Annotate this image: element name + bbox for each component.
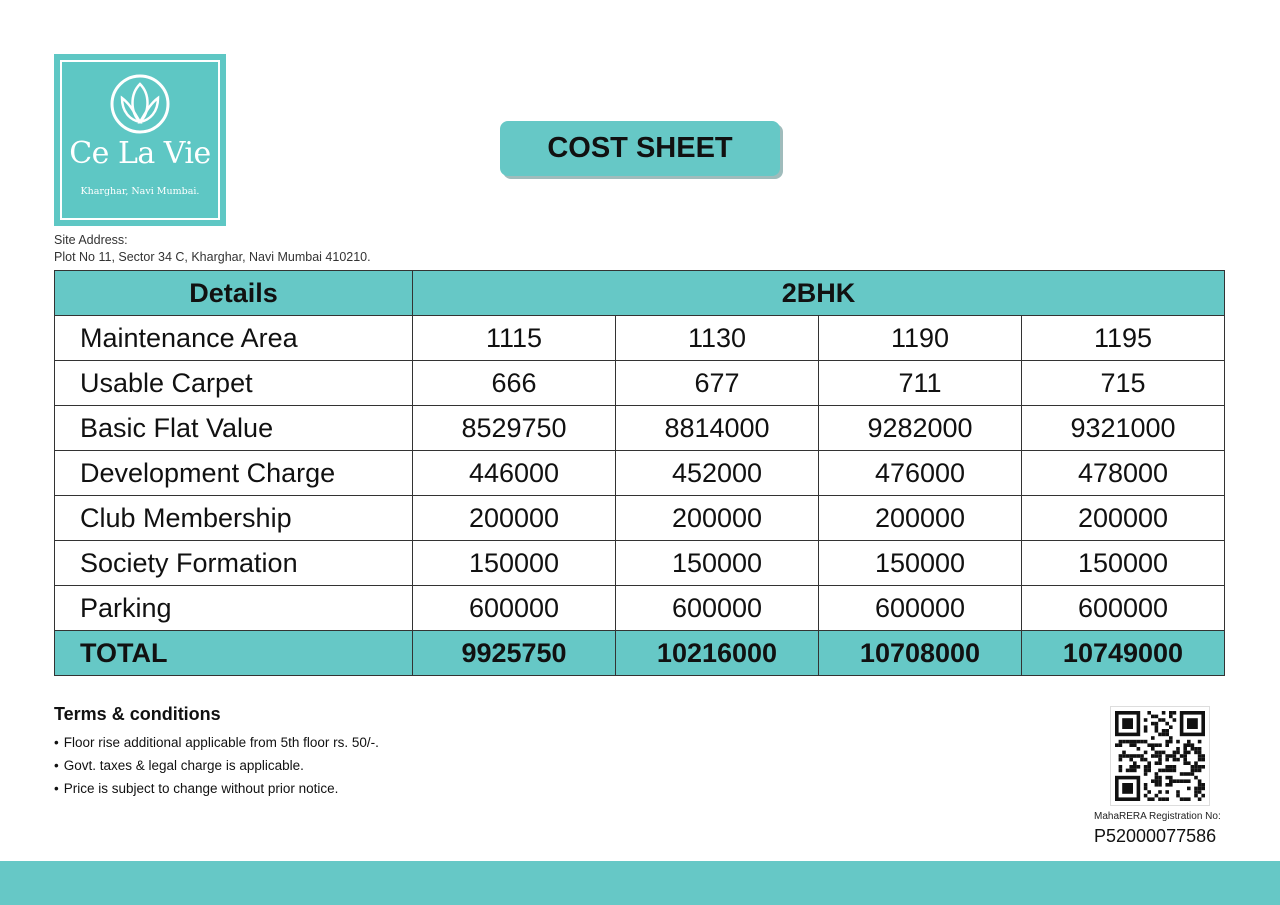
cell-value: 150000 <box>1022 541 1225 586</box>
total-value: 9925750 <box>413 631 616 676</box>
rera-label: MahaRERA Registration No: <box>1094 811 1221 822</box>
cell-value: 1190 <box>819 316 1022 361</box>
cell-value: 715 <box>1022 361 1225 406</box>
site-address-label: Site Address: <box>54 233 128 247</box>
cost-table <box>54 270 1225 676</box>
cell-value: 9321000 <box>1022 406 1225 451</box>
table-row <box>55 496 1225 541</box>
cell-value: 600000 <box>819 586 1022 631</box>
cell-value: 200000 <box>616 496 819 541</box>
site-address: Plot No 11, Sector 34 C, Kharghar, Navi Mumbai 410210. <box>54 250 371 264</box>
rera-number: P52000077586 <box>1094 826 1217 846</box>
terms-item: • Govt. taxes & legal charge is applicable. <box>54 754 379 777</box>
cell-value: 150000 <box>616 541 819 586</box>
total-label: TOTAL <box>55 631 413 676</box>
row-label: Usable Carpet <box>55 361 413 406</box>
cell-value: 200000 <box>819 496 1022 541</box>
total-value: 10216000 <box>616 631 819 676</box>
table-row <box>55 451 1225 496</box>
logo-subtitle: Kharghar, Navi Mumbai. <box>80 186 200 197</box>
table-row <box>55 406 1225 451</box>
terms-item: • Floor rise additional applicable from 5th floor rs. 50/-. <box>54 731 379 754</box>
total-value: 10708000 <box>819 631 1022 676</box>
cell-value: 8814000 <box>616 406 819 451</box>
row-label: Club Membership <box>55 496 413 541</box>
cell-value: 452000 <box>616 451 819 496</box>
cell-value: 1130 <box>616 316 819 361</box>
cell-value: 711 <box>819 361 1022 406</box>
cell-value: 600000 <box>616 586 819 631</box>
cell-value: 9282000 <box>819 406 1022 451</box>
table-row <box>55 316 1225 361</box>
cell-value: 200000 <box>1022 496 1225 541</box>
row-label: Parking <box>55 586 413 631</box>
cell-value: 600000 <box>413 586 616 631</box>
terms-list <box>54 731 379 800</box>
cell-value: 1195 <box>1022 316 1225 361</box>
terms-title: Terms & conditions <box>54 704 221 724</box>
cell-value: 478000 <box>1022 451 1225 496</box>
row-label: Maintenance Area <box>55 316 413 361</box>
cell-value: 677 <box>616 361 819 406</box>
table-row <box>55 586 1225 631</box>
cell-value: 446000 <box>413 451 616 496</box>
row-label: Society Formation <box>55 541 413 586</box>
page-title: COST SHEET <box>500 121 780 176</box>
cell-value: 600000 <box>1022 586 1225 631</box>
row-label: Basic Flat Value <box>55 406 413 451</box>
cell-value: 476000 <box>819 451 1022 496</box>
total-row <box>55 631 1225 676</box>
terms-item: • Price is subject to change without prior notice. <box>54 777 379 800</box>
footer-bar <box>0 861 1280 905</box>
cell-value: 666 <box>413 361 616 406</box>
cell-value: 200000 <box>413 496 616 541</box>
qr-code-icon <box>1110 706 1210 806</box>
table-row <box>55 541 1225 586</box>
row-label: Development Charge <box>55 451 413 496</box>
cell-value: 8529750 <box>413 406 616 451</box>
brand-logo <box>54 54 226 226</box>
table-row <box>55 361 1225 406</box>
cell-value: 1115 <box>413 316 616 361</box>
table-header-row <box>55 271 1225 316</box>
total-value: 10749000 <box>1022 631 1225 676</box>
header-type: 2BHK <box>413 271 1225 316</box>
cell-value: 150000 <box>819 541 1022 586</box>
header-details: Details <box>55 271 413 316</box>
logo-name: Ce La Vie <box>69 136 211 171</box>
cell-value: 150000 <box>413 541 616 586</box>
